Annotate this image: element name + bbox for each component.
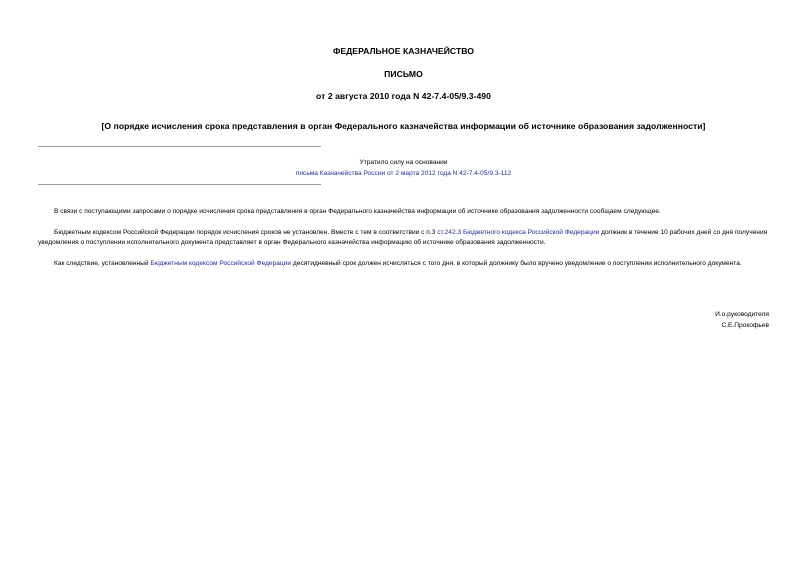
document-type: ПИСЬМО [384,69,423,79]
repeal-document-link[interactable]: письма Казначейства России от 2 марта 2012 года N 42-7.4-05/9.3-112 [295,170,512,177]
paragraph-2-text-b: должник в течение 10 рабочих дней со дня получения уведомления о поступлении исполнительного документа представляет в орган Федерального казначейства информацию об источнике образования задолженности. [38,229,768,246]
document-title: [О порядке исчисления срока представления в орган Федерального казначейства информации об источнике образования задолженности] [101,121,706,131]
divider-top [38,146,321,147]
body-paragraph-2 [38,228,769,248]
budget-code-article-link[interactable]: ст.242.3 Бюджетного кодекса Российской Федерации [437,229,600,236]
document-date-number: от 2 августа 2010 года N 42-7.4-05/9.3-490 [316,91,491,101]
paragraph-3-text-a: Как следствие, установленный [54,260,151,267]
status-note-text: Утратило силу на основании [359,159,448,166]
agency-name: ФЕДЕРАЛЬНОЕ КАЗНАЧЕЙСТВО [332,46,475,56]
paragraph-1-text: В связи с поступающими запросами о порядке исчисления срока представления в орган Федерального казначейства информации об источнике образования задолженности сообщаем следующее. [54,208,661,215]
signatory-name: С.Е.Прокофьев [721,322,769,329]
paragraph-3-text-b: десятидневный срок должен исчисляться с того дня, в который должнику было вручено уведомление о поступлении исполнительного документа. [291,260,742,267]
divider-bottom [38,184,321,185]
body-paragraph-1 [38,207,769,217]
budget-code-link[interactable]: Бюджетным кодексом Российской Федерации [150,260,292,267]
status-note-line [0,170,807,177]
signatory-position: И.о.руководителя [715,311,769,318]
paragraph-2-text-a: Бюджетным кодексом Российской Федерации порядок исчисления сроков не установлен. Вместе с тем в соответствии с п.3 [54,229,438,236]
body-paragraph-3 [38,259,769,269]
